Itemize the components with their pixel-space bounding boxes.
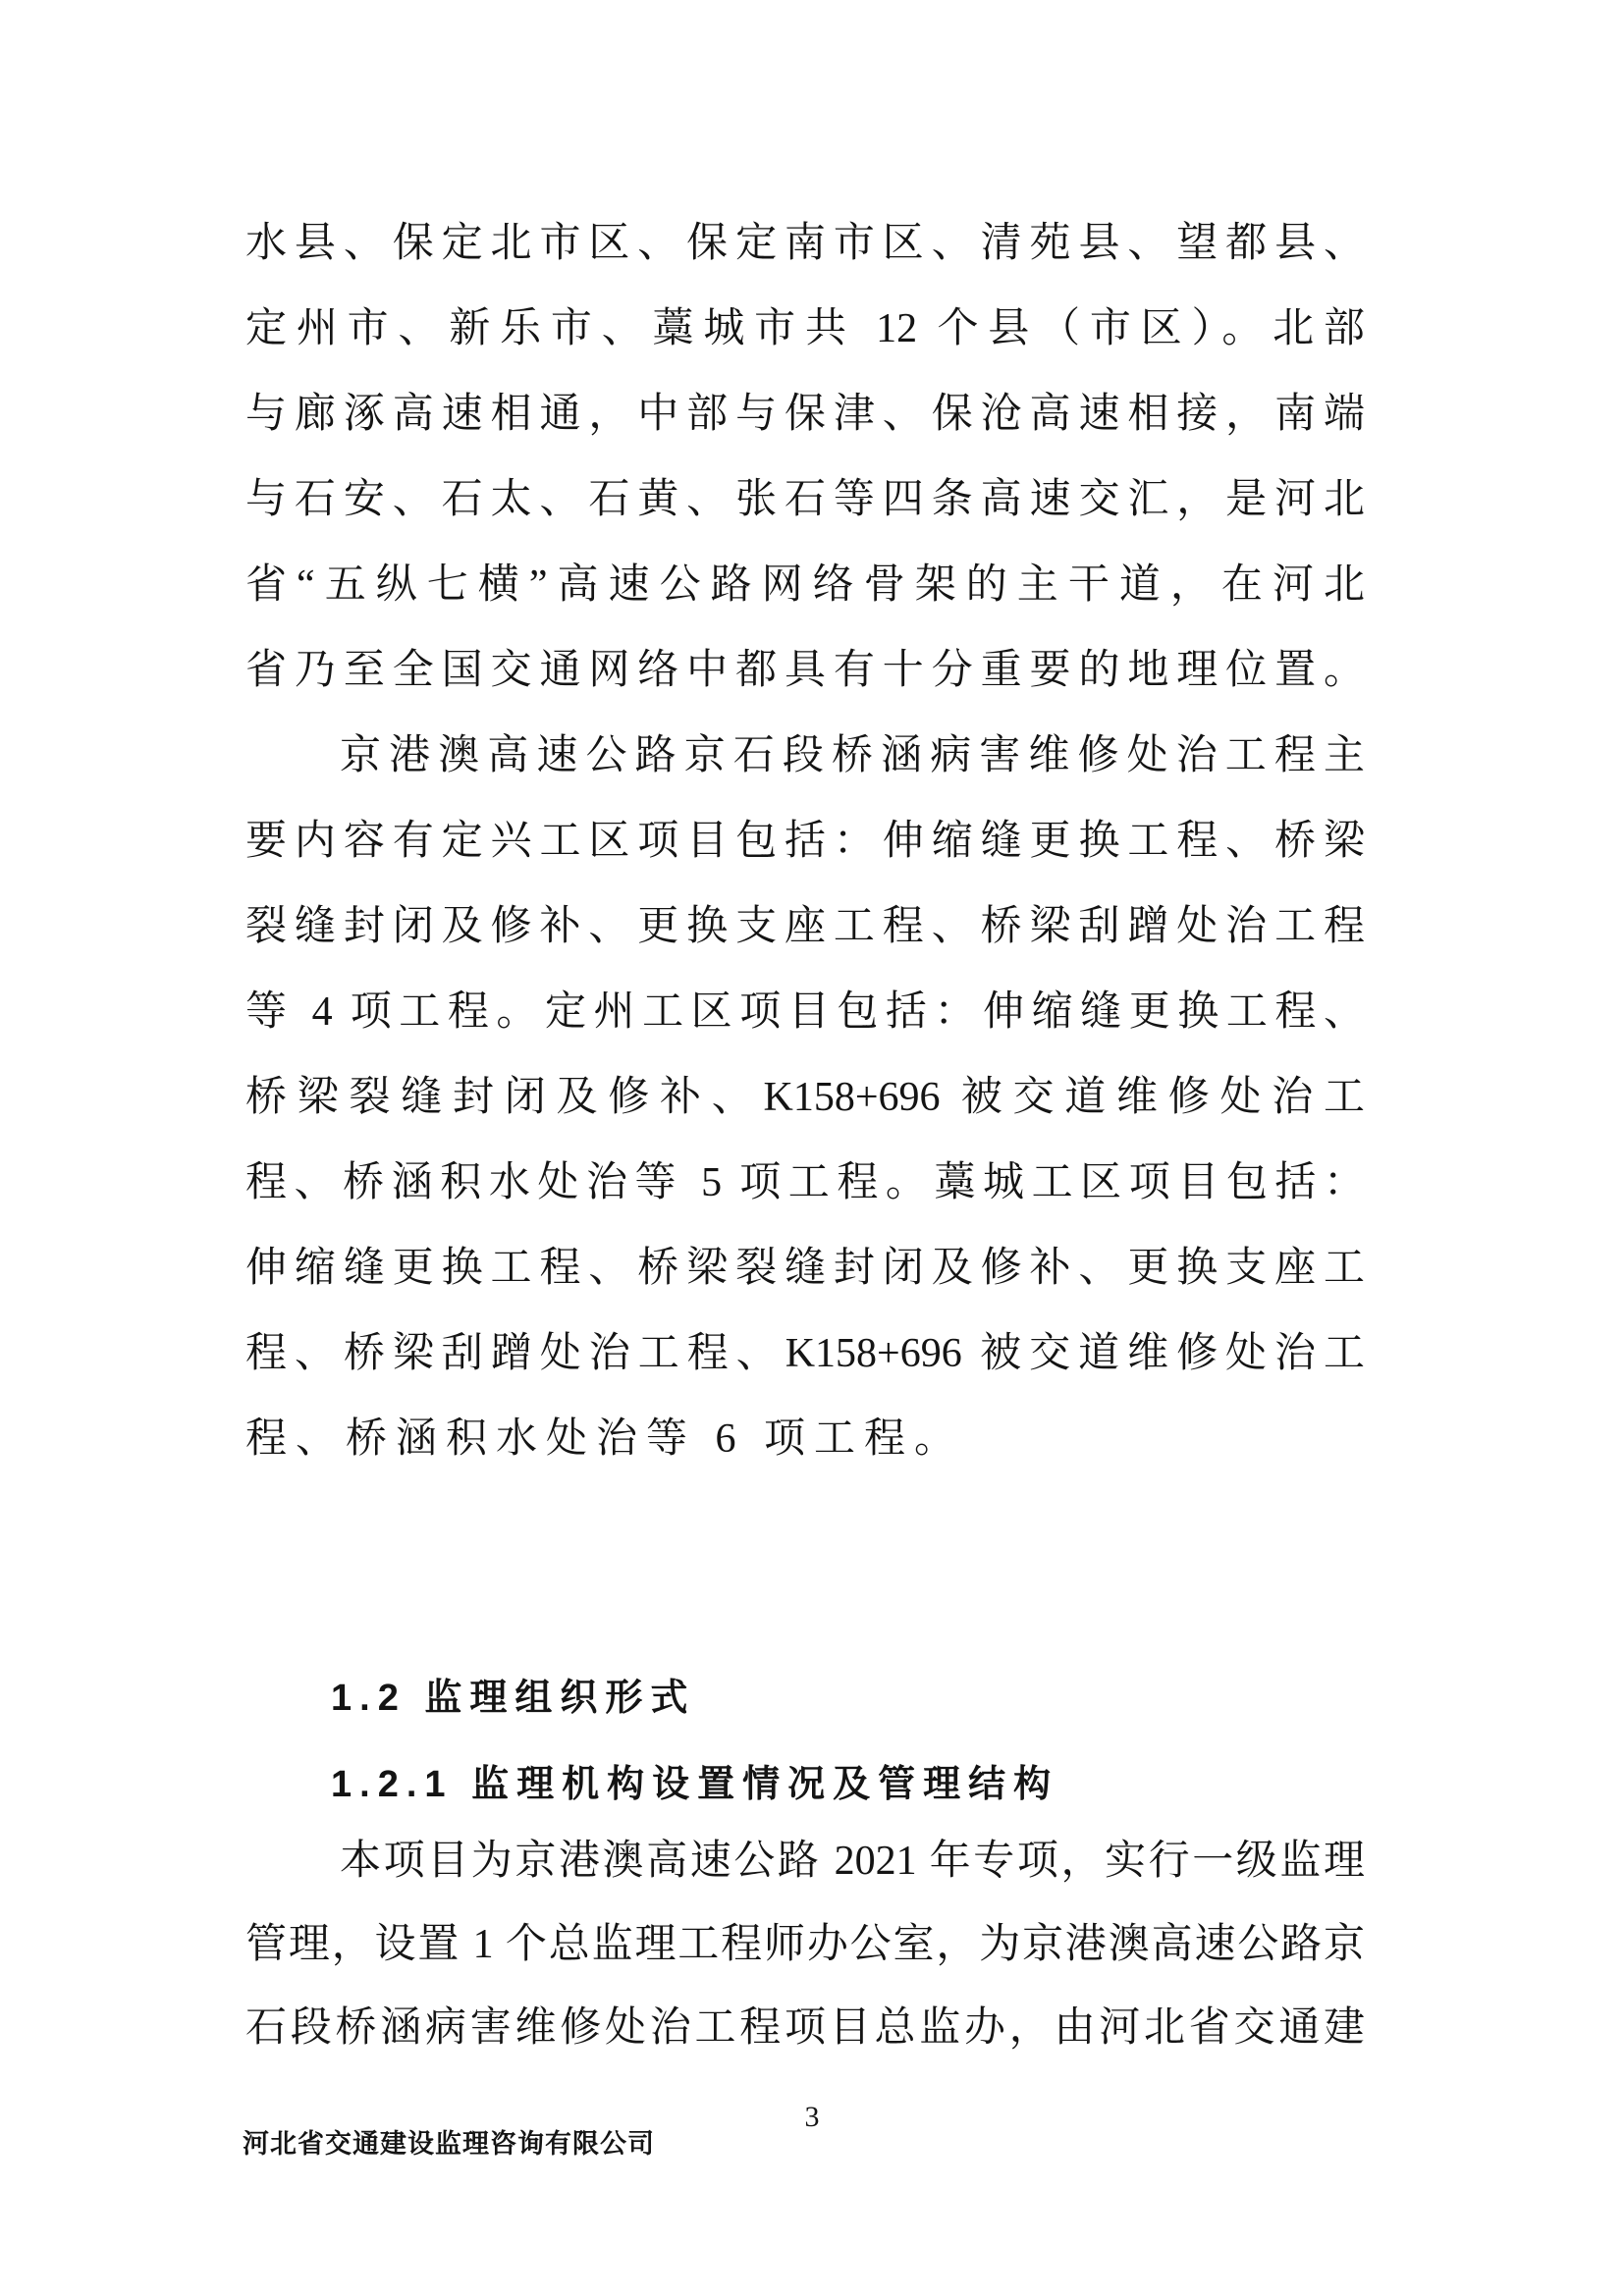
page-number: 3 <box>804 2101 820 2133</box>
text-line: 管理，设置 1 个总监理工程师办公室，为京港澳高速公路京 <box>245 1922 1365 1967</box>
text-line: 省“五纵七横”高速公路网络骨架的主干道，在河北 <box>245 562 1365 608</box>
text-line: 程、桥涵积水处治等 6 项工程。 <box>245 1416 965 1462</box>
text-line: 桥梁裂缝封闭及修补、K158+696 被交道维修处治工 <box>245 1075 1365 1120</box>
text-line: 与廊涿高速相通，中部与保津、保沧高速相接，南端 <box>245 392 1365 437</box>
text-line: 京港澳高速公路京石段桥涵病害维修处治工程主 <box>340 733 1365 778</box>
text-line: 伸缩缝更换工程、桥梁裂缝封闭及修补、更换支座工 <box>245 1246 1365 1291</box>
section-heading-1-2: 1.2 监理组织形式 <box>331 1678 696 1719</box>
text-line: 程、桥涵积水处治等 5 项工程。藁城工区项目包括： <box>245 1160 1365 1205</box>
text-line: 省乃至全国交通网络中都具有十分重要的地理位置。 <box>245 648 1365 693</box>
text-line: 定州市、新乐市、藁城市共 12 个县（市区）。北部 <box>245 306 1365 351</box>
text-line: 等 4 项工程。定州工区项目包括：伸缩缝更换工程、 <box>245 989 1365 1035</box>
text-line: 要内容有定兴工区项目包括：伸缩缝更换工程、桥梁 <box>245 819 1365 864</box>
text-line: 石段桥涵病害维修处治工程项目总监办，由河北省交通建 <box>245 2005 1365 2051</box>
text-line: 水县、保定北市区、保定南市区、清苑县、望都县、 <box>245 221 1365 266</box>
text-line: 程、桥梁刮蹭处治工程、K158+696 被交道维修处治工 <box>245 1331 1365 1376</box>
footer-company-name: 河北省交通建设监理咨询有限公司 <box>243 2129 655 2159</box>
paragraph-1 <box>245 201 1365 714</box>
section-heading-1-2-1: 1.2.1 监理机构设置情况及管理结构 <box>331 1764 1059 1805</box>
text-line: 与石安、石太、石黄、张石等四条高速交汇，是河北 <box>245 477 1365 522</box>
text-line: 本项目为京港澳高速公路 2021 年专项，实行一级监理 <box>340 1839 1365 1884</box>
paragraph-2 <box>245 714 1365 1482</box>
paragraph-3 <box>245 1820 1365 2070</box>
text-line: 裂缝封闭及修补、更换支座工程、桥梁刮蹭处治工程 <box>245 904 1365 949</box>
